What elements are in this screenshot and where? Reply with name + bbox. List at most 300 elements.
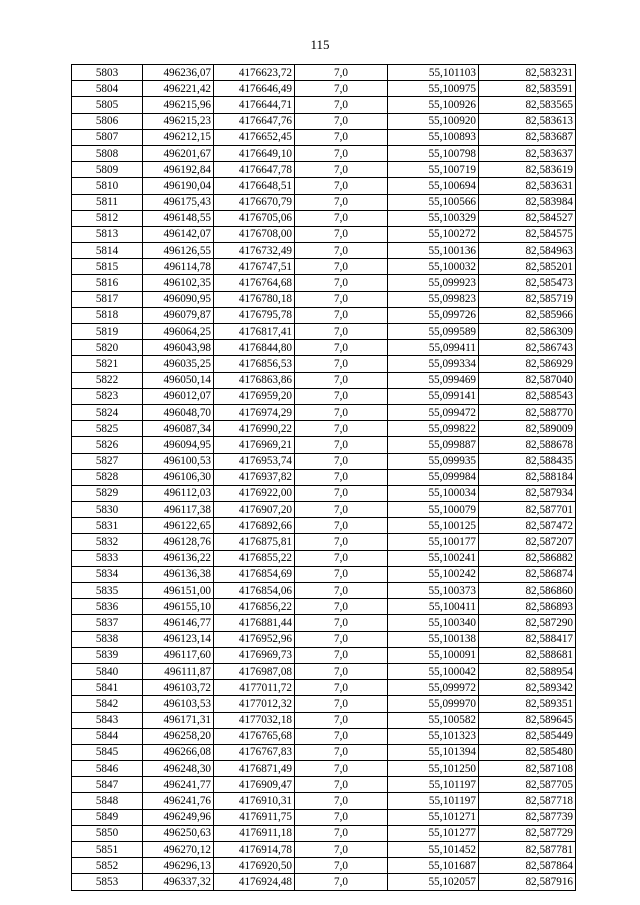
x-coordinate-cell: 496142,07 xyxy=(143,226,214,242)
table-row xyxy=(72,129,576,145)
y-coordinate-cell: 4176854,69 xyxy=(214,566,295,582)
longitude-cell: 82,583631 xyxy=(479,178,576,194)
y-coordinate-cell: 4176907,20 xyxy=(214,502,295,518)
table-row xyxy=(72,615,576,631)
value-cell: 7,0 xyxy=(295,502,388,518)
table-row xyxy=(72,761,576,777)
y-coordinate-cell: 4176911,75 xyxy=(214,809,295,825)
value-cell: 7,0 xyxy=(295,340,388,356)
x-coordinate-cell: 496126,55 xyxy=(143,243,214,259)
x-coordinate-cell: 496212,15 xyxy=(143,129,214,145)
point-number-cell: 5809 xyxy=(72,162,143,178)
coordinates-table-body xyxy=(72,65,576,891)
x-coordinate-cell: 496146,77 xyxy=(143,615,214,631)
y-coordinate-cell: 4176910,31 xyxy=(214,793,295,809)
value-cell: 7,0 xyxy=(295,663,388,679)
latitude-cell: 55,099822 xyxy=(388,421,479,437)
table-row xyxy=(72,777,576,793)
longitude-cell: 82,587934 xyxy=(479,485,576,501)
coordinates-table xyxy=(71,64,576,891)
table-row xyxy=(72,421,576,437)
y-coordinate-cell: 4176705,06 xyxy=(214,210,295,226)
point-number-cell: 5842 xyxy=(72,696,143,712)
value-cell: 7,0 xyxy=(295,356,388,372)
longitude-cell: 82,587108 xyxy=(479,761,576,777)
y-coordinate-cell: 4176856,53 xyxy=(214,356,295,372)
latitude-cell: 55,100272 xyxy=(388,226,479,242)
longitude-cell: 82,583591 xyxy=(479,81,576,97)
latitude-cell: 55,102057 xyxy=(388,874,479,890)
x-coordinate-cell: 496151,00 xyxy=(143,583,214,599)
longitude-cell: 82,587207 xyxy=(479,534,576,550)
value-cell: 7,0 xyxy=(295,145,388,161)
table-row xyxy=(72,340,576,356)
longitude-cell: 82,583637 xyxy=(479,145,576,161)
table-row xyxy=(72,210,576,226)
latitude-cell: 55,101687 xyxy=(388,858,479,874)
latitude-cell: 55,099823 xyxy=(388,291,479,307)
table-row xyxy=(72,858,576,874)
latitude-cell: 55,101197 xyxy=(388,793,479,809)
latitude-cell: 55,099970 xyxy=(388,696,479,712)
y-coordinate-cell: 4176652,45 xyxy=(214,129,295,145)
longitude-cell: 82,589009 xyxy=(479,421,576,437)
latitude-cell: 55,099984 xyxy=(388,469,479,485)
value-cell: 7,0 xyxy=(295,696,388,712)
value-cell: 7,0 xyxy=(295,583,388,599)
longitude-cell: 82,584575 xyxy=(479,226,576,242)
point-number-cell: 5830 xyxy=(72,502,143,518)
longitude-cell: 82,587290 xyxy=(479,615,576,631)
point-number-cell: 5812 xyxy=(72,210,143,226)
table-row xyxy=(72,162,576,178)
value-cell: 7,0 xyxy=(295,825,388,841)
y-coordinate-cell: 4176767,83 xyxy=(214,744,295,760)
table-row xyxy=(72,145,576,161)
x-coordinate-cell: 496250,63 xyxy=(143,825,214,841)
y-coordinate-cell: 4176953,74 xyxy=(214,453,295,469)
table-row xyxy=(72,291,576,307)
table-row xyxy=(72,388,576,404)
table-row xyxy=(72,502,576,518)
x-coordinate-cell: 496221,42 xyxy=(143,81,214,97)
x-coordinate-cell: 496337,32 xyxy=(143,874,214,890)
table-row xyxy=(72,744,576,760)
table-row xyxy=(72,680,576,696)
latitude-cell: 55,099726 xyxy=(388,307,479,323)
point-number-cell: 5804 xyxy=(72,81,143,97)
value-cell: 7,0 xyxy=(295,307,388,323)
y-coordinate-cell: 4176959,20 xyxy=(214,388,295,404)
x-coordinate-cell: 496103,53 xyxy=(143,696,214,712)
y-coordinate-cell: 4177032,18 xyxy=(214,712,295,728)
latitude-cell: 55,100329 xyxy=(388,210,479,226)
table-row xyxy=(72,874,576,890)
y-coordinate-cell: 4176892,66 xyxy=(214,518,295,534)
latitude-cell: 55,100798 xyxy=(388,145,479,161)
longitude-cell: 82,583231 xyxy=(479,65,576,81)
point-number-cell: 5851 xyxy=(72,842,143,858)
x-coordinate-cell: 496102,35 xyxy=(143,275,214,291)
table-row xyxy=(72,583,576,599)
table-row xyxy=(72,307,576,323)
value-cell: 7,0 xyxy=(295,777,388,793)
y-coordinate-cell: 4176648,51 xyxy=(214,178,295,194)
value-cell: 7,0 xyxy=(295,793,388,809)
longitude-cell: 82,587701 xyxy=(479,502,576,518)
table-row xyxy=(72,226,576,242)
y-coordinate-cell: 4176937,82 xyxy=(214,469,295,485)
latitude-cell: 55,100138 xyxy=(388,631,479,647)
table-row xyxy=(72,696,576,712)
longitude-cell: 82,587705 xyxy=(479,777,576,793)
table-row xyxy=(72,65,576,81)
longitude-cell: 82,585480 xyxy=(479,744,576,760)
table-row xyxy=(72,566,576,582)
point-number-cell: 5840 xyxy=(72,663,143,679)
latitude-cell: 55,100177 xyxy=(388,534,479,550)
value-cell: 7,0 xyxy=(295,631,388,647)
point-number-cell: 5834 xyxy=(72,566,143,582)
point-number-cell: 5811 xyxy=(72,194,143,210)
latitude-cell: 55,101103 xyxy=(388,65,479,81)
x-coordinate-cell: 496117,60 xyxy=(143,647,214,663)
point-number-cell: 5816 xyxy=(72,275,143,291)
y-coordinate-cell: 4176817,41 xyxy=(214,324,295,340)
x-coordinate-cell: 496123,14 xyxy=(143,631,214,647)
x-coordinate-cell: 496190,04 xyxy=(143,178,214,194)
value-cell: 7,0 xyxy=(295,550,388,566)
table-row xyxy=(72,469,576,485)
value-cell: 7,0 xyxy=(295,275,388,291)
y-coordinate-cell: 4176911,18 xyxy=(214,825,295,841)
point-number-cell: 5845 xyxy=(72,744,143,760)
y-coordinate-cell: 4176855,22 xyxy=(214,550,295,566)
value-cell: 7,0 xyxy=(295,599,388,615)
y-coordinate-cell: 4176969,21 xyxy=(214,437,295,453)
x-coordinate-cell: 496236,07 xyxy=(143,65,214,81)
point-number-cell: 5819 xyxy=(72,324,143,340)
value-cell: 7,0 xyxy=(295,680,388,696)
x-coordinate-cell: 496258,20 xyxy=(143,728,214,744)
longitude-cell: 82,588681 xyxy=(479,647,576,663)
x-coordinate-cell: 496112,03 xyxy=(143,485,214,501)
value-cell: 7,0 xyxy=(295,647,388,663)
longitude-cell: 82,588770 xyxy=(479,404,576,420)
y-coordinate-cell: 4176969,73 xyxy=(214,647,295,663)
value-cell: 7,0 xyxy=(295,259,388,275)
x-coordinate-cell: 496171,31 xyxy=(143,712,214,728)
y-coordinate-cell: 4176765,68 xyxy=(214,728,295,744)
latitude-cell: 55,100893 xyxy=(388,129,479,145)
table-row xyxy=(72,372,576,388)
point-number-cell: 5847 xyxy=(72,777,143,793)
latitude-cell: 55,100136 xyxy=(388,243,479,259)
point-number-cell: 5838 xyxy=(72,631,143,647)
table-row xyxy=(72,485,576,501)
table-row xyxy=(72,81,576,97)
value-cell: 7,0 xyxy=(295,712,388,728)
x-coordinate-cell: 496103,72 xyxy=(143,680,214,696)
y-coordinate-cell: 4176708,00 xyxy=(214,226,295,242)
point-number-cell: 5818 xyxy=(72,307,143,323)
value-cell: 7,0 xyxy=(295,534,388,550)
latitude-cell: 55,100034 xyxy=(388,485,479,501)
point-number-cell: 5814 xyxy=(72,243,143,259)
y-coordinate-cell: 4176871,49 xyxy=(214,761,295,777)
point-number-cell: 5803 xyxy=(72,65,143,81)
point-number-cell: 5810 xyxy=(72,178,143,194)
value-cell: 7,0 xyxy=(295,372,388,388)
y-coordinate-cell: 4176875,81 xyxy=(214,534,295,550)
longitude-cell: 82,586874 xyxy=(479,566,576,582)
point-number-cell: 5823 xyxy=(72,388,143,404)
point-number-cell: 5849 xyxy=(72,809,143,825)
point-number-cell: 5822 xyxy=(72,372,143,388)
value-cell: 7,0 xyxy=(295,858,388,874)
point-number-cell: 5807 xyxy=(72,129,143,145)
latitude-cell: 55,100242 xyxy=(388,566,479,582)
x-coordinate-cell: 496296,13 xyxy=(143,858,214,874)
latitude-cell: 55,100032 xyxy=(388,259,479,275)
longitude-cell: 82,589342 xyxy=(479,680,576,696)
x-coordinate-cell: 496128,76 xyxy=(143,534,214,550)
value-cell: 7,0 xyxy=(295,404,388,420)
x-coordinate-cell: 496175,43 xyxy=(143,194,214,210)
latitude-cell: 55,101197 xyxy=(388,777,479,793)
x-coordinate-cell: 496079,87 xyxy=(143,307,214,323)
x-coordinate-cell: 496215,23 xyxy=(143,113,214,129)
longitude-cell: 82,584963 xyxy=(479,243,576,259)
x-coordinate-cell: 496241,76 xyxy=(143,793,214,809)
latitude-cell: 55,100566 xyxy=(388,194,479,210)
latitude-cell: 55,100079 xyxy=(388,502,479,518)
x-coordinate-cell: 496266,08 xyxy=(143,744,214,760)
longitude-cell: 82,589645 xyxy=(479,712,576,728)
longitude-cell: 82,587718 xyxy=(479,793,576,809)
table-row xyxy=(72,825,576,841)
table-row xyxy=(72,550,576,566)
y-coordinate-cell: 4176644,71 xyxy=(214,97,295,113)
point-number-cell: 5846 xyxy=(72,761,143,777)
point-number-cell: 5848 xyxy=(72,793,143,809)
y-coordinate-cell: 4176974,29 xyxy=(214,404,295,420)
latitude-cell: 55,099589 xyxy=(388,324,479,340)
value-cell: 7,0 xyxy=(295,437,388,453)
longitude-cell: 82,587781 xyxy=(479,842,576,858)
table-row xyxy=(72,663,576,679)
y-coordinate-cell: 4176924,48 xyxy=(214,874,295,890)
x-coordinate-cell: 496043,98 xyxy=(143,340,214,356)
y-coordinate-cell: 4176732,49 xyxy=(214,243,295,259)
x-coordinate-cell: 496270,12 xyxy=(143,842,214,858)
x-coordinate-cell: 496122,65 xyxy=(143,518,214,534)
value-cell: 7,0 xyxy=(295,518,388,534)
value-cell: 7,0 xyxy=(295,761,388,777)
latitude-cell: 55,100926 xyxy=(388,97,479,113)
y-coordinate-cell: 4177011,72 xyxy=(214,680,295,696)
point-number-cell: 5825 xyxy=(72,421,143,437)
x-coordinate-cell: 496087,34 xyxy=(143,421,214,437)
table-row xyxy=(72,793,576,809)
table-row xyxy=(72,259,576,275)
x-coordinate-cell: 496100,53 xyxy=(143,453,214,469)
point-number-cell: 5815 xyxy=(72,259,143,275)
page-number: 115 xyxy=(310,37,330,52)
table-row xyxy=(72,97,576,113)
table-row xyxy=(72,404,576,420)
x-coordinate-cell: 496106,30 xyxy=(143,469,214,485)
table-row xyxy=(72,647,576,663)
x-coordinate-cell: 496248,30 xyxy=(143,761,214,777)
y-coordinate-cell: 4176881,44 xyxy=(214,615,295,631)
y-coordinate-cell: 4176920,50 xyxy=(214,858,295,874)
longitude-cell: 82,585966 xyxy=(479,307,576,323)
longitude-cell: 82,589351 xyxy=(479,696,576,712)
longitude-cell: 82,587916 xyxy=(479,874,576,890)
y-coordinate-cell: 4176990,22 xyxy=(214,421,295,437)
y-coordinate-cell: 4176747,51 xyxy=(214,259,295,275)
table-row xyxy=(72,178,576,194)
value-cell: 7,0 xyxy=(295,210,388,226)
point-number-cell: 5829 xyxy=(72,485,143,501)
table-row xyxy=(72,437,576,453)
latitude-cell: 55,101250 xyxy=(388,761,479,777)
table-row xyxy=(72,356,576,372)
value-cell: 7,0 xyxy=(295,178,388,194)
point-number-cell: 5850 xyxy=(72,825,143,841)
table-row xyxy=(72,712,576,728)
value-cell: 7,0 xyxy=(295,485,388,501)
longitude-cell: 82,586882 xyxy=(479,550,576,566)
value-cell: 7,0 xyxy=(295,65,388,81)
value-cell: 7,0 xyxy=(295,388,388,404)
x-coordinate-cell: 496155,10 xyxy=(143,599,214,615)
x-coordinate-cell: 496136,38 xyxy=(143,566,214,582)
value-cell: 7,0 xyxy=(295,728,388,744)
table-row xyxy=(72,534,576,550)
longitude-cell: 82,586309 xyxy=(479,324,576,340)
table-row xyxy=(72,324,576,340)
y-coordinate-cell: 4176987,08 xyxy=(214,663,295,679)
x-coordinate-cell: 496111,87 xyxy=(143,663,214,679)
longitude-cell: 82,583613 xyxy=(479,113,576,129)
x-coordinate-cell: 496012,07 xyxy=(143,388,214,404)
point-number-cell: 5828 xyxy=(72,469,143,485)
x-coordinate-cell: 496249,96 xyxy=(143,809,214,825)
point-number-cell: 5831 xyxy=(72,518,143,534)
value-cell: 7,0 xyxy=(295,97,388,113)
point-number-cell: 5836 xyxy=(72,599,143,615)
point-number-cell: 5844 xyxy=(72,728,143,744)
point-number-cell: 5852 xyxy=(72,858,143,874)
value-cell: 7,0 xyxy=(295,469,388,485)
y-coordinate-cell: 4176780,18 xyxy=(214,291,295,307)
latitude-cell: 55,101323 xyxy=(388,728,479,744)
longitude-cell: 82,583984 xyxy=(479,194,576,210)
latitude-cell: 55,101452 xyxy=(388,842,479,858)
latitude-cell: 55,101394 xyxy=(388,744,479,760)
value-cell: 7,0 xyxy=(295,81,388,97)
x-coordinate-cell: 496201,67 xyxy=(143,145,214,161)
value-cell: 7,0 xyxy=(295,291,388,307)
longitude-cell: 82,588435 xyxy=(479,453,576,469)
y-coordinate-cell: 4177012,32 xyxy=(214,696,295,712)
longitude-cell: 82,588417 xyxy=(479,631,576,647)
y-coordinate-cell: 4176646,49 xyxy=(214,81,295,97)
longitude-cell: 82,585449 xyxy=(479,728,576,744)
latitude-cell: 55,100920 xyxy=(388,113,479,129)
value-cell: 7,0 xyxy=(295,129,388,145)
point-number-cell: 5837 xyxy=(72,615,143,631)
x-coordinate-cell: 496117,38 xyxy=(143,502,214,518)
x-coordinate-cell: 496114,78 xyxy=(143,259,214,275)
point-number-cell: 5813 xyxy=(72,226,143,242)
longitude-cell: 82,587739 xyxy=(479,809,576,825)
y-coordinate-cell: 4176649,10 xyxy=(214,145,295,161)
longitude-cell: 82,588678 xyxy=(479,437,576,453)
latitude-cell: 55,099334 xyxy=(388,356,479,372)
y-coordinate-cell: 4176670,79 xyxy=(214,194,295,210)
value-cell: 7,0 xyxy=(295,162,388,178)
table-row xyxy=(72,275,576,291)
table-row xyxy=(72,113,576,129)
table-row xyxy=(72,453,576,469)
latitude-cell: 55,100125 xyxy=(388,518,479,534)
longitude-cell: 82,587040 xyxy=(479,372,576,388)
table-row xyxy=(72,728,576,744)
value-cell: 7,0 xyxy=(295,809,388,825)
table-row xyxy=(72,518,576,534)
latitude-cell: 55,099472 xyxy=(388,404,479,420)
longitude-cell: 82,588543 xyxy=(479,388,576,404)
point-number-cell: 5853 xyxy=(72,874,143,890)
value-cell: 7,0 xyxy=(295,615,388,631)
longitude-cell: 82,583687 xyxy=(479,129,576,145)
latitude-cell: 55,099141 xyxy=(388,388,479,404)
point-number-cell: 5805 xyxy=(72,97,143,113)
longitude-cell: 82,583565 xyxy=(479,97,576,113)
latitude-cell: 55,099972 xyxy=(388,680,479,696)
latitude-cell: 55,100241 xyxy=(388,550,479,566)
point-number-cell: 5824 xyxy=(72,404,143,420)
latitude-cell: 55,100091 xyxy=(388,647,479,663)
latitude-cell: 55,099469 xyxy=(388,372,479,388)
x-coordinate-cell: 496064,25 xyxy=(143,324,214,340)
longitude-cell: 82,585473 xyxy=(479,275,576,291)
longitude-cell: 82,587864 xyxy=(479,858,576,874)
longitude-cell: 82,585201 xyxy=(479,259,576,275)
latitude-cell: 55,101277 xyxy=(388,825,479,841)
x-coordinate-cell: 496215,96 xyxy=(143,97,214,113)
latitude-cell: 55,100694 xyxy=(388,178,479,194)
table-row xyxy=(72,599,576,615)
value-cell: 7,0 xyxy=(295,113,388,129)
y-coordinate-cell: 4176795,78 xyxy=(214,307,295,323)
point-number-cell: 5817 xyxy=(72,291,143,307)
point-number-cell: 5832 xyxy=(72,534,143,550)
point-number-cell: 5835 xyxy=(72,583,143,599)
longitude-cell: 82,583619 xyxy=(479,162,576,178)
y-coordinate-cell: 4176863,86 xyxy=(214,372,295,388)
longitude-cell: 82,588184 xyxy=(479,469,576,485)
latitude-cell: 55,100719 xyxy=(388,162,479,178)
value-cell: 7,0 xyxy=(295,842,388,858)
latitude-cell: 55,099935 xyxy=(388,453,479,469)
point-number-cell: 5821 xyxy=(72,356,143,372)
latitude-cell: 55,099411 xyxy=(388,340,479,356)
x-coordinate-cell: 496241,77 xyxy=(143,777,214,793)
